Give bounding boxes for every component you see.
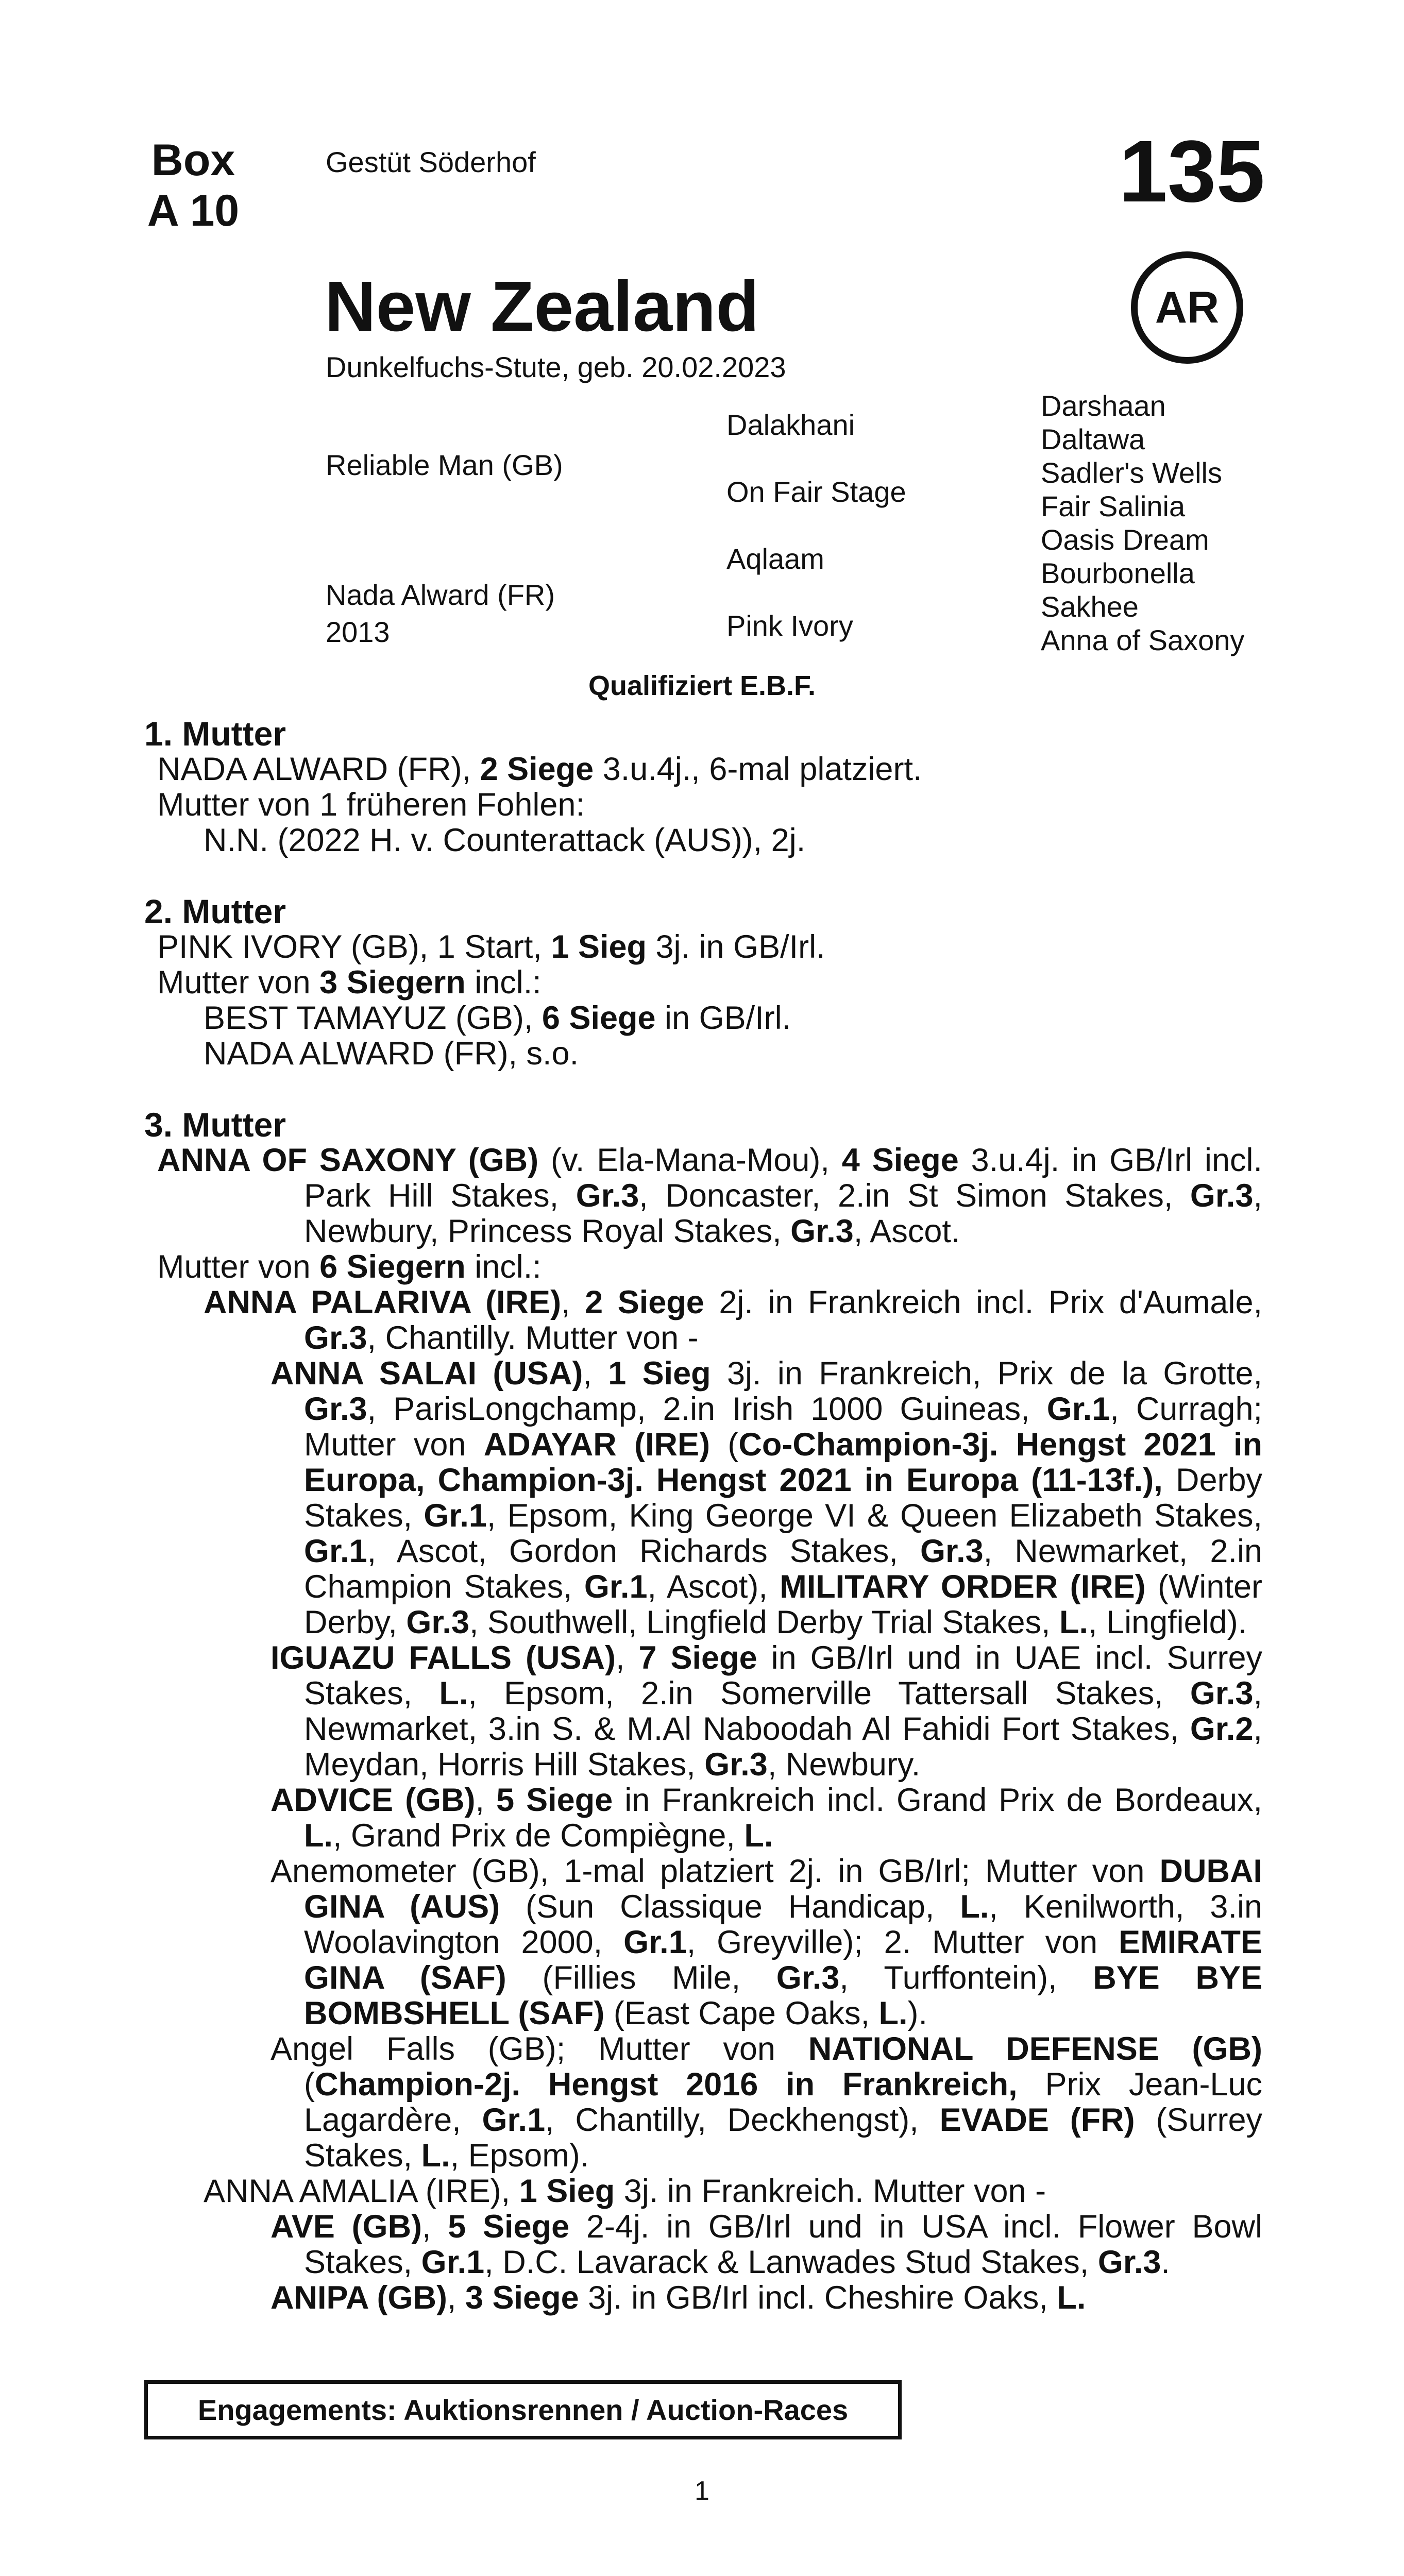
engagements-box xyxy=(144,2380,902,2439)
dam3-entry-anna-amalia: ANNA AMALIA (IRE), 1 Sieg 3j. in Frankreich. Mutter von - xyxy=(204,2173,1046,2209)
dam3-entry-anna-salai: ANNA SALAI (USA), 1 Sieg 3j. in Frankreich, Prix de la Grotte, Gr.3, ParisLongchamp, 2.in Irish 1000 Guineas, Gr.1, Curragh; Mutter von ADAYAR (IRE) (Co-Champion-3j. Hengst 2021 in Europa, Champion-3j. Hengst 2021 in Europa (11-13f.), Derby Stakes, Gr.1, Epsom, King George VI & Queen Elizabeth Stakes, Gr.1, Ascot, Gordon Richards Stakes, Gr.3, Newmarket, 2.in Champion Stakes, Gr.1, Ascot), MILITARY ORDER (IRE) (Winter Derby, Gr.3, Southwell, Lingfield Derby Trial Stakes, L., Lingfield). xyxy=(270,1355,1263,1640)
pedigree-gen3-item: Anna of Saxony xyxy=(1041,624,1245,656)
breeder: Gestüt Söderhof xyxy=(326,146,536,178)
dam3-entry-anipa: ANIPA (GB), 3 Siege 3j. in GB/Irl incl. Cheshire Oaks, L. xyxy=(270,2280,1086,2316)
pedigree-dam xyxy=(326,578,555,649)
pedigree-gen3-item: Bourbonella xyxy=(1041,557,1195,589)
dam3-entry-advice: ADVICE (GB), 5 Siege in Frankreich incl. Grand Prix de Bordeaux, L., Grand Prix de Compiègne, L. xyxy=(270,1782,1262,1854)
pedigree-dam-name: Nada Alward (FR) xyxy=(326,579,555,611)
pedigree-sire: Reliable Man (GB) xyxy=(326,449,563,481)
dam2-line: NADA ALWARD (FR), s.o. xyxy=(204,1036,579,1072)
section-heading: 2. Mutter xyxy=(144,892,286,930)
dam3-produce-intro: Mutter von 6 Siegern incl.: xyxy=(157,1249,542,1285)
dam3-entry-anna-of-saxony: ANNA OF SAXONY (GB) (v. Ela-Mana-Mou), 4 Siege 3.u.4j. in GB/Irl incl. Park Hill Stakes, Gr.3, Doncaster, 2.in St Simon Stakes, Gr.3, Newbury, Princess Royal Stakes, Gr.3, Ascot. xyxy=(157,1142,1263,1249)
pedigree-gen3-item: Oasis Dream xyxy=(1041,523,1209,556)
pedigree-gen3-item: Sakhee xyxy=(1041,590,1139,623)
ar-badge xyxy=(1131,251,1243,364)
dam2-line: BEST TAMAYUZ (GB), 6 Siege in GB/Irl. xyxy=(204,1000,791,1036)
dam2-line: Mutter von 3 Siegern incl.: xyxy=(157,964,542,1001)
dam3-entry-ave: AVE (GB), 5 Siege 2-4j. in GB/Irl und in USA incl. Flower Bowl Stakes, Gr.1, D.C. Lavarack & Lanwades Stud Stakes, Gr.3. xyxy=(270,2209,1263,2280)
dam3-entry-angel-falls: Angel Falls (GB); Mutter von NATIONAL DEFENSE (GB) (Champion-2j. Hengst 2016 in Frankreich, Prix Jean-Luc Lagardère, Gr.1, Chantilly, Deckhengst), EVADE (FR) (Surrey Stakes, L., Epsom). xyxy=(270,2031,1263,2174)
section-heading: 3. Mutter xyxy=(144,1106,286,1144)
dam3-entry-anemometer: Anemometer (GB), 1-mal platziert 2j. in GB/Irl; Mutter von DUBAI GINA (AUS) (Sun Classique Handicap, L., Kenilworth, 3.in Woolavington 2000, Gr.1, Greyville); 2. Mutter von EMIRATE GINA (SAF) (Fillies Mile, Gr.3, Turffontein), BYE BYE BOMBSHELL (SAF) (East Cape Oaks, L.). xyxy=(270,1853,1263,2031)
pedigree-dam-year: 2013 xyxy=(326,616,390,648)
engagements-label: Engagements: Auktionsrennen / Auction-Races xyxy=(197,2394,849,2426)
dam1-line: NADA ALWARD (FR), 2 Siege 3.u.4j., 6-mal platziert. xyxy=(157,751,922,787)
horse-description: Dunkelfuchs-Stute, geb. 20.02.2023 xyxy=(326,351,786,383)
pedigree-sire-sire: Dalakhani xyxy=(726,409,855,441)
ar-badge-label: AR xyxy=(1155,282,1220,332)
pedigree-dam-dam: Pink Ivory xyxy=(726,609,853,642)
dam3-entry-iguazu-falls: IGUAZU FALLS (USA), 7 Siege in GB/Irl und in UAE incl. Surrey Stakes, L., Epsom, 2.in Somerville Tattersall Stakes, Gr.3, Newmarket, 3.in S. & M.Al Naboodah Al Fahidi Fort Stakes, Gr.2, Meydan, Horris Hill Stakes, Gr.3, Newbury. xyxy=(270,1640,1263,1783)
qualification: Qualifiziert E.B.F. xyxy=(588,670,816,701)
box-label-line1: Box xyxy=(151,135,235,185)
dam-line-content xyxy=(144,716,1262,2316)
lot-number: 135 xyxy=(1119,123,1265,221)
pedigree-gen3-item: Darshaan xyxy=(1041,389,1166,422)
dam2-line: PINK IVORY (GB), 1 Start, 1 Sieg 3j. in GB/Irl. xyxy=(157,929,825,965)
box-label xyxy=(129,135,258,236)
pedigree-gen3 xyxy=(1041,389,1244,657)
dam3-entry-anna-palariva: ANNA PALARIVA (IRE), 2 Siege 2j. in Frankreich incl. Prix d'Aumale, Gr.3, Chantilly. Mutter von - xyxy=(204,1284,1263,1356)
pedigree-gen3-item: Fair Salinia xyxy=(1041,490,1186,522)
dam1-line: Mutter von 1 früheren Fohlen: xyxy=(157,787,585,823)
horse-name: New Zealand xyxy=(325,267,759,346)
box-label-line2: A 10 xyxy=(147,186,240,235)
pedigree-dam-sire: Aqlaam xyxy=(726,543,824,575)
pedigree-gen3-item: Daltawa xyxy=(1041,423,1145,455)
dam1-line: N.N. (2022 H. v. Counterattack (AUS)), 2j. xyxy=(204,822,806,858)
pedigree-gen3-item: Sadler's Wells xyxy=(1041,456,1222,489)
section-heading: 1. Mutter xyxy=(144,715,286,753)
page-number: 1 xyxy=(695,2476,709,2506)
pedigree-sire-dam: On Fair Stage xyxy=(726,476,906,508)
